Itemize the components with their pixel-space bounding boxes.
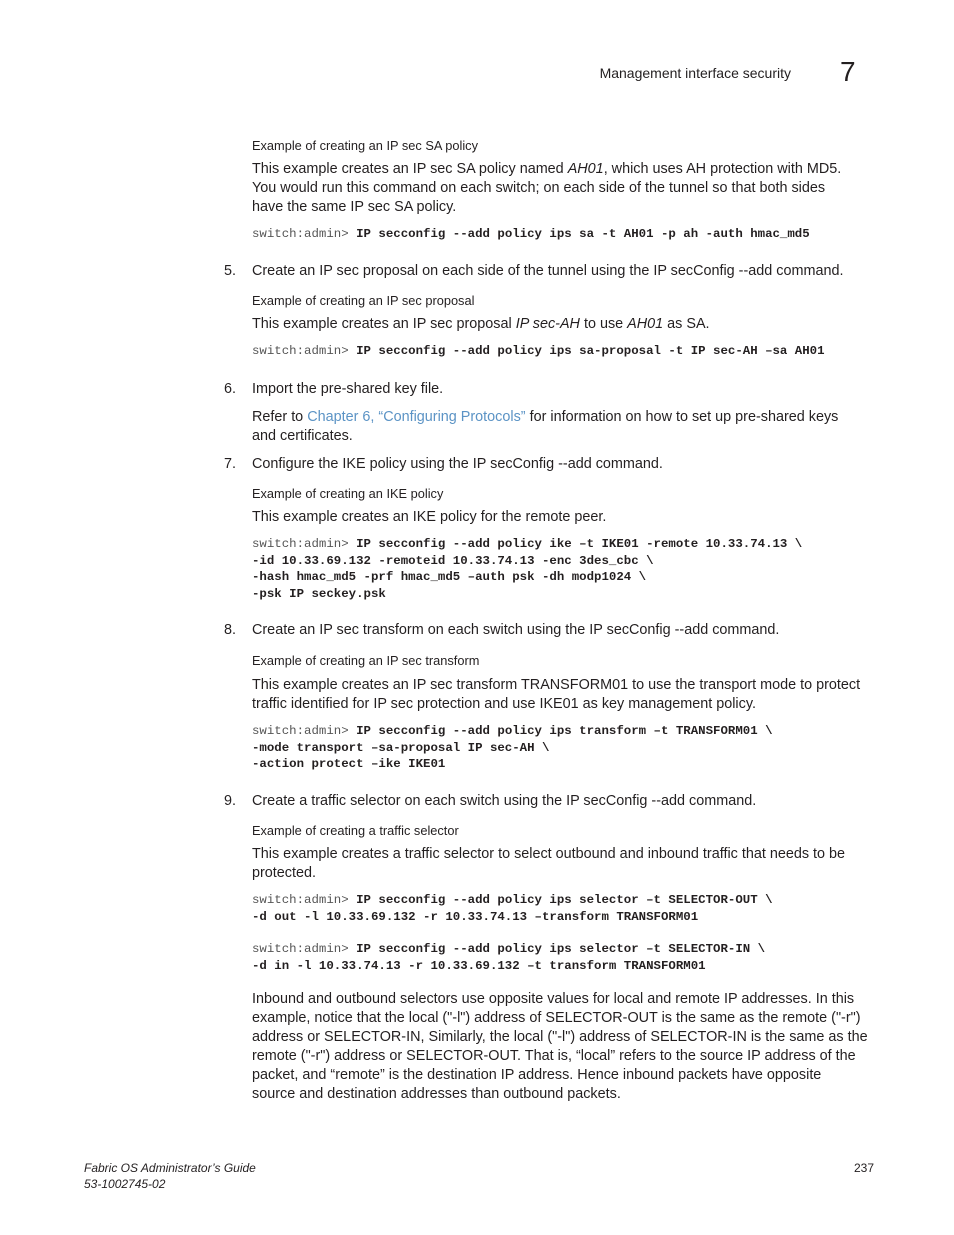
example-heading: Example of creating an IP sec SA policy: [252, 138, 478, 153]
paragraph: This example creates an IP sec transform TRANSFORM01 to use the transport mode to protect traffic identified for IP sec protection and use IKE01 as key management policy.: [252, 677, 861, 712]
document-number: 53-1002745-02: [84, 1177, 166, 1191]
code-block: switch:admin> IP secconfig --add policy ips sa-proposal -t IP sec-AH –sa AH01: [252, 344, 825, 358]
code-block: switch:admin> IP secconfig --add policy ike –t IKE01 -remote 10.33.74.13 \ -id 10.33.69.132 -remoteid 10.33.74.13 -enc 3des_cbc \ -hash hmac_md5 -prf hmac_md5 –auth psk -dh modp1024 \ -psk IP seckey.psk: [252, 537, 803, 601]
step-number: 8.: [224, 622, 237, 638]
step-text: Import the pre-shared key file.: [252, 381, 444, 397]
step-text: Create an IP sec transform on each switch using the IP secConfig --add command.: [252, 622, 780, 638]
section-title: Management interface security: [599, 65, 791, 81]
code-block: switch:admin> IP secconfig --add policy ips sa -t AH01 -p ah -auth hmac_md5: [252, 227, 810, 241]
chapter-number: 7: [840, 56, 856, 87]
chapter-link[interactable]: Chapter 6, “Configuring Protocols”: [307, 409, 526, 425]
code-block: switch:admin> IP secconfig --add policy ips transform –t TRANSFORM01 \ -mode transport –sa-proposal IP sec-AH \ -action protect –ike IKE01: [252, 724, 773, 771]
paragraph: This example creates an IP sec SA policy named AH01, which uses AH protection with MD5. You would run this command on each switch; on each side of the tunnel so that both sides have the same IP sec SA policy.: [252, 161, 842, 215]
step-text: Create a traffic selector on each switch using the IP secConfig --add command.: [252, 793, 757, 809]
step-number: 9.: [224, 793, 237, 809]
page-number: 237: [853, 1161, 874, 1175]
closing-paragraph: Inbound and outbound selectors use opposite values for local and remote IP addresses. In this example, notice that the local ("-l") address of SELECTOR-OUT is the same as the remote ("-r") address or SELECTOR-IN, Similarly, the local ("-l") address of SELECTOR-IN is the same as the remote ("-r") address or SELECTOR-OUT. That is, “local” refers to the source IP address of the packet, and “remote” is the destination IP address. Hence inbound packets have opposite source and destination addresses than outbound packets.: [252, 991, 868, 1102]
guide-title: Fabric OS Administrator’s Guide: [84, 1161, 256, 1175]
command-name: IP secConfig --add: [589, 622, 709, 638]
example-heading: Example of creating an IP sec transform: [252, 653, 480, 668]
step-text: Configure the IKE policy using the IP secConfig --add command.: [252, 456, 663, 472]
command-name: IP secConfig --add: [566, 793, 686, 809]
example-heading: Example of creating an IP sec proposal: [252, 293, 475, 308]
page-footer: [84, 1160, 874, 1192]
command-name: IP secConfig --add: [472, 456, 592, 472]
step-number: 7.: [224, 456, 237, 472]
example-heading: Example of creating a traffic selector: [252, 823, 459, 838]
paragraph: Refer to Chapter 6, “Configuring Protocols” for information on how to set up pre-shared keys and certificates.: [252, 409, 839, 444]
step-number: 6.: [224, 381, 237, 397]
paragraph: This example creates an IKE policy for the remote peer.: [252, 509, 607, 525]
paragraph: This example creates a traffic selector to select outbound and inbound traffic that needs to be protected.: [252, 846, 846, 881]
page-header: [0, 56, 954, 96]
paragraph: This example creates an IP sec proposal IP sec-AH to use AH01 as SA.: [252, 316, 710, 332]
step-number: 5.: [224, 263, 237, 279]
step-text: Create an IP sec proposal on each side of the tunnel using the IP secConfig --add command.: [252, 263, 844, 279]
command-name: IP secConfig --add: [653, 263, 773, 279]
example-heading: Example of creating an IKE policy: [252, 486, 444, 501]
code-block: switch:admin> IP secconfig --add policy ips selector –t SELECTOR-OUT \ -d out -l 10.33.69.132 -r 10.33.74.13 –transform TRANSFORM01: [252, 893, 773, 924]
code-block: switch:admin> IP secconfig --add policy ips selector –t SELECTOR-IN \ -d in -l 10.33.74.13 -r 10.33.69.132 –t transform TRANSFORM01: [252, 942, 766, 973]
